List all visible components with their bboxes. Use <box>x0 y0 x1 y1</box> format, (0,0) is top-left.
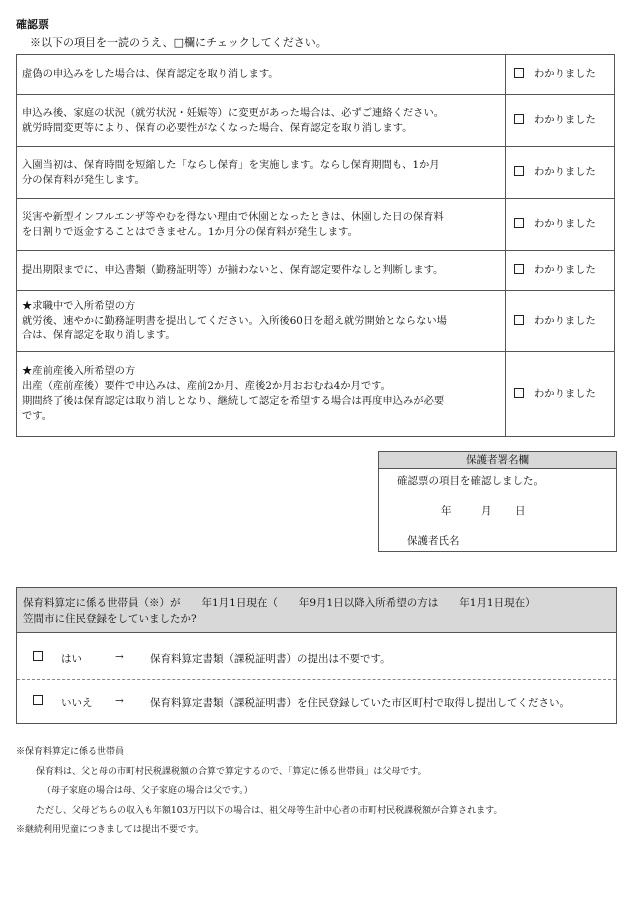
check-label: わかりました <box>534 68 596 81</box>
household-question-box <box>16 587 617 724</box>
confirm-item-text: 入園当初は、保育時間を短縮した「ならし保育」を実施します。ならし保育期間も、1か月 分の保育料が発生します。 <box>17 147 506 199</box>
footnote-heading: ※保育料算定に係る世帯員 <box>16 747 125 757</box>
confirm-row <box>17 55 615 95</box>
confirm-row <box>17 352 615 437</box>
page-title: 確認票 <box>16 18 49 31</box>
yes-result-text: 保育料算定書類（課税証明書）の提出は不要です。 <box>150 653 391 665</box>
confirm-row <box>17 291 615 352</box>
signature-year-label: 年 <box>441 505 452 517</box>
guardian-signature-box <box>378 451 617 552</box>
confirm-item-text: 災害や新型インフルエンザ等やむを得ない理由で休園となったときは、休園した日の保育料 を日割りで返金することはできません。1か月分の保育料が発生します。 <box>17 199 506 251</box>
check-label: わかりました <box>534 314 596 327</box>
instruction-text: ※以下の項目を一読のうえ、□欄にチェックしてください。 <box>30 36 327 49</box>
confirm-check-cell[interactable] <box>506 251 615 291</box>
no-arrow: → <box>115 695 124 707</box>
no-result-text: 保育料算定書類（課税証明書）を住民登録していた市区町村で取得し提出してください。 <box>150 697 570 709</box>
checkbox[interactable] <box>514 68 524 78</box>
confirm-check-cell[interactable] <box>506 55 615 95</box>
footnote-continuing: ※継続利用児童につきましては提出不要です。 <box>16 825 205 835</box>
confirm-row <box>17 251 615 291</box>
no-label: いいえ <box>61 697 93 709</box>
footnotes <box>16 743 616 841</box>
option-divider <box>17 679 616 680</box>
confirm-check-cell[interactable] <box>506 95 615 147</box>
guardian-name-label: 保護者氏名 <box>407 535 460 547</box>
signature-month-label: 月 <box>481 505 492 517</box>
checkbox[interactable] <box>514 264 524 274</box>
confirm-check-cell[interactable] <box>506 291 615 352</box>
confirm-row <box>17 147 615 199</box>
signature-day-label: 日 <box>515 505 526 517</box>
confirmation-table <box>16 54 615 437</box>
check-label: わかりました <box>534 264 596 277</box>
checkbox[interactable] <box>514 114 524 124</box>
checkbox[interactable] <box>514 166 524 176</box>
confirm-item-text: ★産前産後入所希望の方 出産（産前産後）要件で申込みは、産前2か月、産後2か月おおむね4か月です。 期間終了後は保育認定は取り消しとなり、継続して認定を希望する場合は再度申込みが必要 です。 <box>17 352 506 437</box>
confirm-row <box>17 95 615 147</box>
confirm-check-cell[interactable] <box>506 199 615 251</box>
check-label: わかりました <box>534 387 596 400</box>
confirm-row <box>17 199 615 251</box>
footnote-line: 保育料は、父と母の市町村民税課税額の合算で算定するので、「算定に係る世帯員」は父母です。 <box>36 766 427 777</box>
check-label: わかりました <box>534 166 596 179</box>
check-label: わかりました <box>534 114 596 127</box>
confirm-item-text: 申込み後、家庭の状況（就労状況・妊娠等）に変更があった場合は、必ずご連絡ください。 就労時間変更等により、保育の必要性がなくなった場合、保育認定を取り消します。 <box>17 95 506 147</box>
confirm-item-text: 提出期限までに、申込書類（勤務証明等）が揃わないと、保育認定要件なしと判断します。 <box>17 251 506 291</box>
checkbox[interactable] <box>514 218 524 228</box>
footnote-line: ただし、父母どちらの収入も年額103万円以下の場合は、祖父母等生計中心者の市町村民税課税額が合算されます。 <box>36 805 503 816</box>
household-question: 保育料算定に係る世帯員（※）が 年1月1日現在（ 年9月1日以降入所希望の方は 年1月1日現在） 笠間市に住民登録をしていましたか? <box>17 588 616 633</box>
no-checkbox[interactable] <box>33 695 43 707</box>
confirm-check-cell[interactable] <box>506 352 615 437</box>
yes-label: はい <box>61 653 82 665</box>
check-label: わかりました <box>534 218 596 231</box>
checkbox[interactable] <box>514 388 524 398</box>
confirmed-statement: 確認票の項目を確認しました。 <box>397 475 544 487</box>
confirm-item-text: 虚偽の申込みをした場合は、保育認定を取り消します。 <box>17 55 506 95</box>
confirm-check-cell[interactable] <box>506 147 615 199</box>
yes-checkbox[interactable] <box>33 651 43 663</box>
signature-heading: 保護者署名欄 <box>379 452 616 469</box>
checkbox[interactable] <box>514 315 524 325</box>
footnote-line: （母子家庭の場合は母、父子家庭の場合は父です。） <box>42 786 253 796</box>
confirm-item-text: ★求職中で入所希望の方 就労後、速やかに勤務証明書を提出してください。入所後60日を超え就労開始とならない場 合は、保育認定を取り消します。 <box>17 291 506 352</box>
yes-arrow: → <box>115 651 124 663</box>
